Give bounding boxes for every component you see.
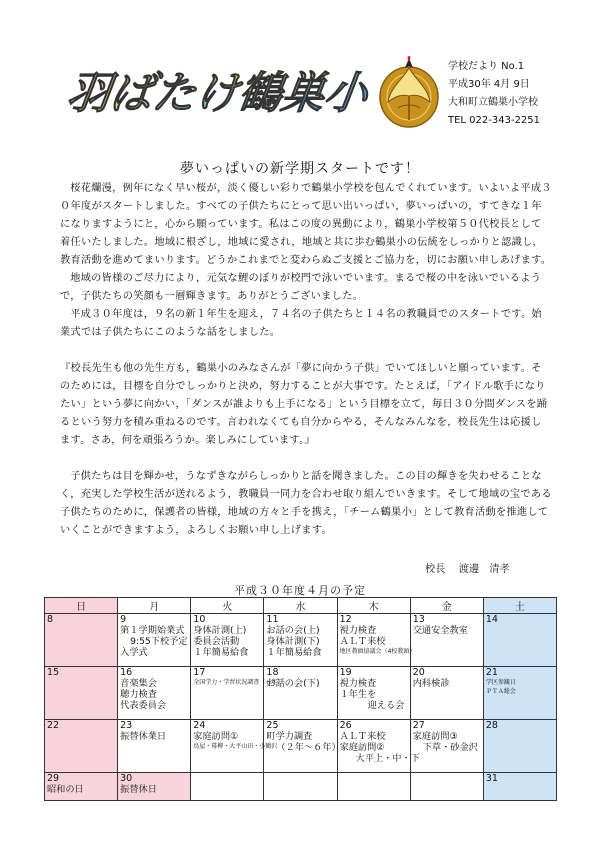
calendar-day: [264, 773, 337, 801]
event-item: ＡＬＴ来校: [339, 731, 386, 742]
phone-number: TEL 022-343-2251: [448, 115, 541, 126]
article-body: [60, 180, 552, 540]
day-number: 15: [47, 667, 60, 678]
event-item: 地区教頭協議会（4校教頭）: [339, 648, 416, 655]
day-number: 14: [485, 614, 498, 625]
calendar-header-row: [45, 598, 557, 614]
calendar-day: [337, 614, 416, 667]
calendar-title: 平成３０年度４月の予定: [234, 584, 366, 597]
event-item: 音楽集会: [120, 678, 157, 689]
day-number: 22: [47, 720, 60, 731]
day-number: 20: [412, 667, 425, 678]
day-number: 10: [193, 614, 206, 625]
calendar-day: [118, 667, 191, 720]
calendar-week: [45, 773, 557, 801]
calendar-day: [483, 667, 556, 720]
day-number: 26: [339, 720, 352, 731]
event-item: 学区参観日: [485, 679, 516, 686]
calendar-day: [264, 667, 337, 720]
day-number: 31: [485, 773, 498, 784]
masthead-title: 羽ばたけ鶴巣小: [63, 68, 379, 119]
event-item: 聴力検査: [120, 689, 157, 700]
paragraph-greeting: 桜花爛漫，例年になく早い桜が，淡く優しい彩りで鶴巣小学校を包んでくれています。いよいよ平成３０年度がスタートしました。すべての子供たちにとって思い出いっぱい，夢いっぱいの，すてきな１年になりますようにと，心から願っています。私はこの度の異動により，鶴巣小学校第５０代校長として着任いたしました。地域に根ざし，地域に愛され，地域と共に歩む鶴巣小の伝統をしっかりと認識し，教育活動を進めてまいります。どうかこれまでと変わらぬご支援とご協力を，切にお願い申しあげます。: [60, 183, 552, 266]
calendar-day: [118, 720, 191, 773]
event-item: 第１学期始業式: [120, 625, 185, 636]
day-number: 8: [47, 614, 54, 625]
event-item: １年生を: [339, 689, 377, 700]
calendar-day: [410, 773, 483, 801]
calendar-day: [45, 614, 118, 667]
event-item: 迎える会: [367, 700, 405, 711]
day-number: 24: [193, 720, 206, 731]
header-monday: 月: [118, 598, 191, 614]
event-item: 町学力調査: [266, 731, 313, 742]
paragraph-new-year: 平成３０年度は，９名の新１年生を迎え，７４名の子供たちと１４名の教職員でのスタートです。始業式では子供たちにこのような話をしました。: [60, 309, 542, 338]
calendar-day: [45, 667, 118, 720]
day-number: 29: [47, 773, 60, 784]
event-item: 全国学力・学習状況調査（６年）: [193, 679, 284, 686]
calendar-day: [191, 773, 264, 801]
day-number: 18: [266, 667, 279, 678]
calendar-day: [483, 773, 556, 801]
event-item: 入学式: [120, 647, 148, 658]
calendar-day: [410, 720, 483, 773]
header-wednesday: 水: [264, 598, 337, 614]
calendar-day: [264, 614, 337, 667]
day-number: 9: [120, 614, 127, 625]
newsletter-name: 学校だより No.1: [448, 61, 525, 72]
calendar-day: [410, 667, 483, 720]
day-number: 11: [266, 614, 279, 625]
day-number: 23: [120, 720, 133, 731]
day-number: 27: [412, 720, 425, 731]
principal-signature: 校長 渡邊 清孝: [425, 564, 510, 575]
calendar-day: [191, 614, 264, 667]
day-number: 25: [266, 720, 279, 731]
header-friday: 金: [410, 598, 483, 614]
event-item: （２年～６年）: [276, 742, 341, 753]
header-thursday: 木: [337, 598, 410, 614]
day-number: 16: [120, 667, 133, 678]
event-item: 大平上・中・下: [355, 753, 420, 764]
masthead-logo: [60, 46, 380, 128]
calendar-day: [118, 614, 191, 667]
day-number: 28: [485, 720, 498, 731]
calendar-day: [45, 720, 118, 773]
event-item: 下草・砂金沢: [422, 742, 478, 753]
school-name: 大和町立鶴巣小学校: [448, 97, 538, 108]
event-item: 家庭訪問③: [412, 731, 458, 742]
event-item: 委員会活動: [193, 636, 240, 647]
paragraph-closing: 子供たちは目を輝かせ，うなずきながらしっかりと話を聞きました。この目の輝きを失わせることなく，充実した学校生活が送れるよう，教職員一同力を合わせ取り組んでいきます。そして地域の宝である子供たちのために，保護者の皆様，地域の方々と手を携え，「チーム鶴巣小」として教育活動を推進していくことができますよう，よろしくお願い申し上げます。: [60, 471, 552, 536]
event-item: 代表委員会: [120, 700, 167, 711]
event-item: お話の会(上): [266, 625, 320, 636]
event-item: 身体計測(下): [266, 636, 320, 647]
day-number: 19: [339, 667, 352, 678]
calendar-day: [410, 614, 483, 667]
principal-quote: 『校長先生も他の先生方も，鶴巣小のみなさんが「夢に向かう子供」でいてほしいと願っています。そのためには，目標を自分でしっかりと決め，努力することが大事です。たとえば，「アイドル歌手になりたい」という夢に向かい，「ダンスが誰よりも上手になる」という目標を立て，毎日３０分間ダンスを踊るという努力を積み重ねるのです。言われなくても自分からやる，そんなみんなを，校長先生は応援します。さあ，何を頑張ろうか。楽しみにしています。』: [60, 363, 548, 446]
calendar-day: [483, 720, 556, 773]
event-item: 鳥屋・幕柳・大平山田・小鶴沢: [193, 743, 278, 750]
issue-date: 平成30年 4月 9日: [448, 79, 530, 90]
headline: 夢いっぱいの新学期スタートです！: [180, 161, 420, 177]
event-item: 視力検査: [339, 625, 377, 636]
event-item: 家庭訪問①: [193, 731, 239, 742]
header-sunday: 日: [45, 598, 118, 614]
event-item: お話の会(下): [266, 678, 320, 689]
event-item: ＡＬＴ来校: [339, 636, 386, 647]
event-item: 振替休業日: [120, 731, 167, 742]
event-item: 家庭訪問②: [339, 742, 385, 753]
header-tuesday: 火: [191, 598, 264, 614]
event-item: ＰＴＡ総会: [485, 688, 516, 695]
calendar-week: [45, 720, 557, 773]
calendar-day: [337, 773, 410, 801]
day-number: 13: [412, 614, 425, 625]
event-item: 内科検診: [412, 678, 450, 689]
event-item: 9:55下校予定: [130, 636, 188, 647]
calendar-day: [45, 773, 118, 801]
day-number: 17: [193, 667, 206, 678]
calendar-week: [45, 614, 557, 667]
event-item: １年簡易給食: [266, 647, 322, 658]
event-item: 昭和の日: [47, 784, 84, 795]
day-number: 21: [485, 667, 498, 678]
calendar-day: [118, 773, 191, 801]
event-item: 振替休日: [120, 784, 157, 795]
header-saturday: 土: [483, 598, 556, 614]
calendar-day: [483, 614, 556, 667]
day-number: 12: [339, 614, 352, 625]
newsletter-header: [60, 46, 550, 140]
event-item: 身体計測(上): [193, 625, 247, 636]
april-calendar: [44, 597, 557, 801]
calendar-day: [337, 667, 410, 720]
newsletter-info: [448, 58, 558, 130]
crane-emblem-icon: [378, 50, 440, 130]
event-item: １年簡易給食: [193, 647, 249, 658]
day-number: 30: [120, 773, 133, 784]
paragraph-koinobori: 地域の皆様のご尽力により，元気な鯉のぼりが校門で泳いでいます。まるで桜の中を泳いでいるようで，子供たちの笑顔も一層輝きます。ありがとうございました。: [60, 273, 542, 302]
event-item: 視力検査: [339, 678, 377, 689]
calendar-week: [45, 667, 557, 720]
event-item: 交通安全教室: [412, 625, 468, 636]
